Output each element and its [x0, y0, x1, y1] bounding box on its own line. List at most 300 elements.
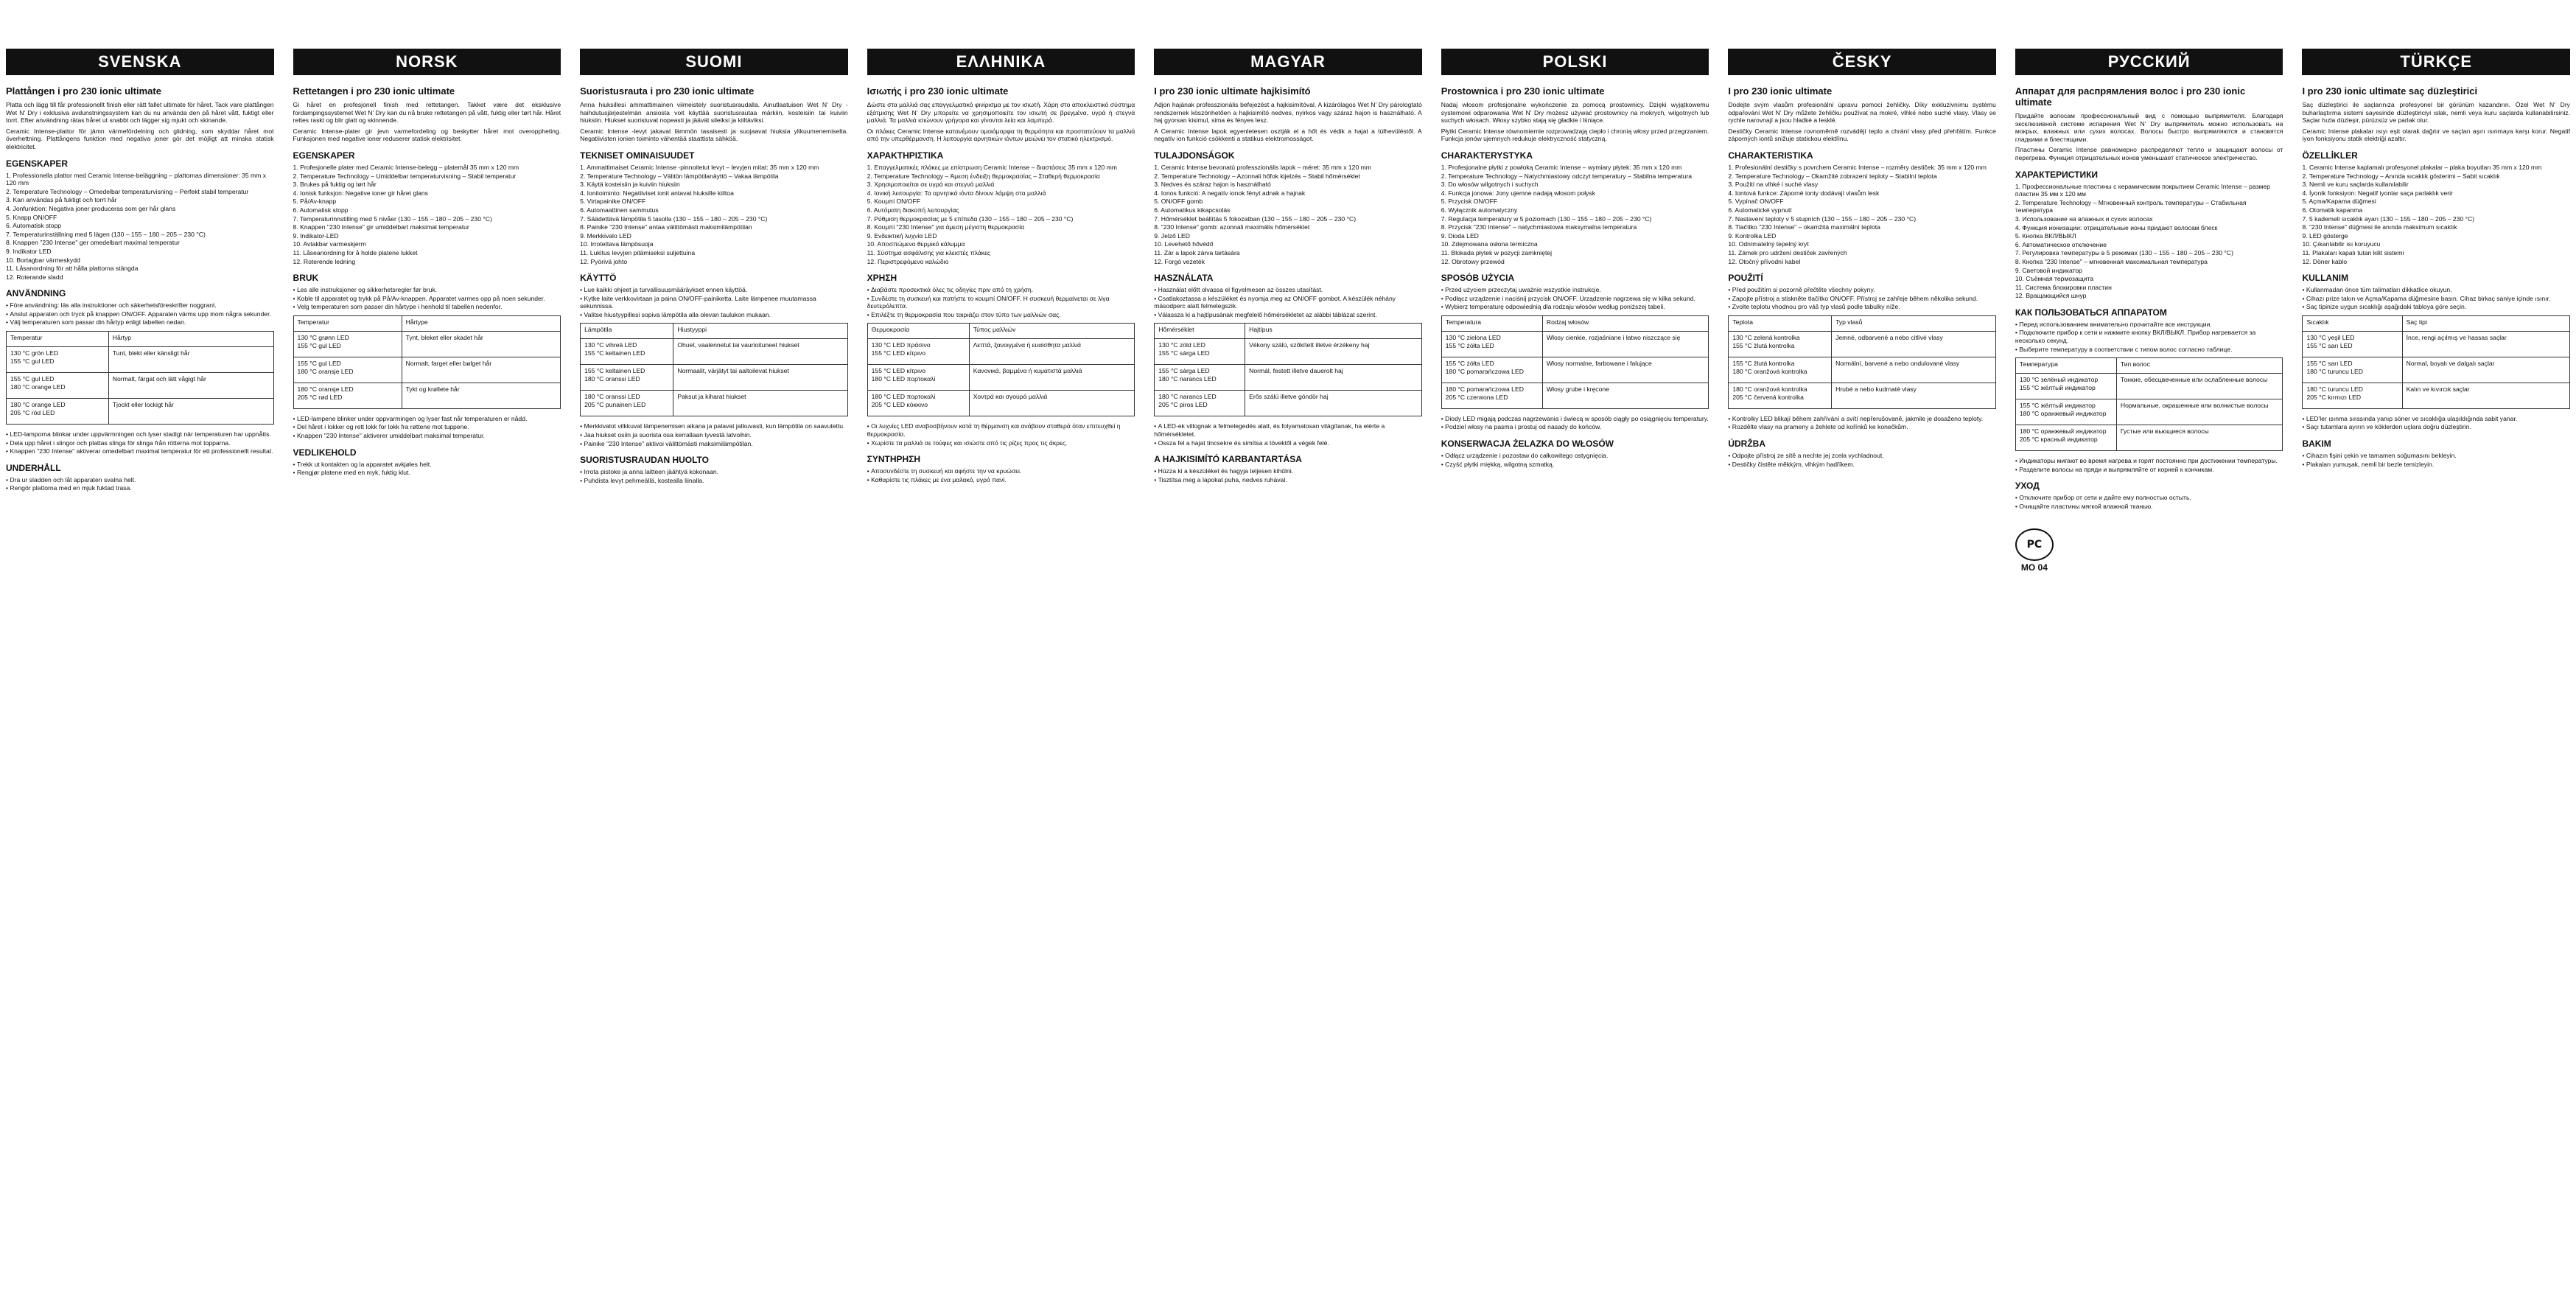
features-item: 9. Indikator LED — [6, 247, 52, 255]
table-cell: Paksut ja kiharat hiukset — [673, 391, 847, 416]
features-item: 12. Περιστρεφόμενο καλώδιο — [867, 257, 949, 265]
features-item: 7. Temperaturinställning med 5 lägen (130 – 155 – 180 – 205 – 230 °C) — [6, 230, 206, 238]
table-cell: 155 °C gul LED 180 °C oransje LED — [293, 357, 402, 383]
features-item: 12. Roterende ledning — [293, 257, 356, 265]
temperature-table — [1154, 323, 1422, 416]
features-item: 12. Roterande sladd — [6, 273, 63, 281]
table-row — [581, 391, 848, 416]
after-table-item: • Kontrolky LED blikají během zahřívání a svítí nepřerušovaně, jakmile je dosaženo teploty. — [1728, 415, 1996, 423]
features-item: 8. Painike "230 Intense" antaa välittömästi maksimilämpötilan — [580, 223, 752, 231]
usage-list — [867, 286, 1135, 318]
table-cell: Λεπτά, ξανοιγμένα ή ευαίσθητα μαλλιά — [969, 339, 1135, 365]
language-header: SVENSKA — [6, 49, 274, 75]
maintenance-item: • Tisztítsa meg a lapokat puha, nedves ruhával. — [1154, 476, 1422, 484]
usage-heading: ΧΡΗΣΗ — [867, 273, 897, 284]
features-item: 9. Dioda LED — [1441, 231, 1479, 240]
maintenance-item: • Puhdista levyt pehmeällä, kostealla liinalla. — [580, 477, 848, 485]
usage-item: • Επιλέξτε τη θερμοκρασία που ταιριάζει στον τύπο των μαλλιών σας. — [867, 311, 1135, 319]
table-row — [7, 347, 274, 373]
table-cell: Normál, festett illetve dauerolt haj — [1245, 365, 1422, 391]
table-row — [2303, 331, 2570, 357]
after-table-item: • Podziel włosy na pasma i prostuj od nasady do końców. — [1441, 423, 1709, 431]
table-cell: 130 °C grønn LED 155 °C gul LED — [293, 331, 402, 357]
table-header-row — [293, 315, 561, 331]
intro-item: Gi håret en profesjonell finish med rettetangen. Takket være det eksklusive fordampingssystemet Wet N' Dry kan du nå bruke rettetangen på vått, fuktig eller tørt hår. Håret rettes raskt og blir glatt og skinnende. — [293, 101, 561, 125]
features-heading: CHARAKTERISTIKA — [1728, 150, 1813, 161]
usage-heading: КАК ПОЛЬЗОВАТЬСЯ АППАРАТОМ — [2015, 307, 2167, 318]
maintenance-heading: SUORISTUSRAUDAN HUOLTO — [580, 455, 709, 466]
intro-item: Ceramic Intense -levyt jakavat lämmön tasaisesti ja suojaavat hiuksia ylikuumenemiselta. Negatiivisten ionien toiminto vähentää staattista sähköä. — [580, 127, 848, 143]
features-item: 1. Επαγγελματικές πλάκες με επίστρωση Ceramic Intense – διαστάσεις 35 mm x 120 mm — [867, 163, 1117, 171]
intro-item: Anna hiuksillesi ammattimainen viimeistely suoristusraudalla. Ainutlaatuisen Wet N' Dry -haihdutusjärjestelmän ansiosta voit käyttää suoristusrautaa märkiin, kosteisiin tai kuiviin hiuksiin. Hiukset suoristuvat nopeasti ja jäävät sileiksi ja kiiltäviksi. — [580, 101, 848, 125]
features-item: 7. 5 kademeli sıcaklık ayarı (130 – 155 – 180 – 205 – 230 °C) — [2302, 214, 2475, 223]
intro-block — [293, 101, 561, 143]
table-cell: Normální, barvené a nebo ondulované vlasy — [1832, 357, 1996, 383]
table-cell: 130 °C zielona LED 155 °C żółta LED — [1441, 331, 1542, 357]
maintenance-item: • Dra ur sladden och låt apparaten svalna helt. — [6, 476, 274, 484]
features-item: 4. Iontová funkce: Záporné ionty dodávají vlasům lesk — [1728, 189, 1880, 197]
features-item: 2. Temperature Technology – Мгновенный контроль температуры – Стабильная температура — [2015, 198, 2247, 214]
intro-block — [2015, 112, 2283, 162]
features-item: 7. Temperaturinnstilling med 5 nivåer (130 – 155 – 180 – 205 – 230 °C) — [293, 214, 492, 223]
features-item: 4. Ionos funkció: A negatív ionok fényt adnak a hajnak — [1154, 189, 1306, 197]
features-item: 4. Ιονική λειτουργία: Τα αρνητικά ιόντα δίνουν λάμψη στα μαλλιά — [867, 189, 1046, 197]
features-item: 5. Vypínač ON/OFF — [1728, 198, 1784, 206]
features-item: 7. Регулировка температуры в 5 режимах (130 – 155 – 180 – 205 – 230 °C) — [2015, 249, 2233, 257]
features-item: 5. Κουμπί ON/OFF — [867, 198, 920, 206]
certification-mark — [2015, 528, 2054, 573]
usage-list — [1154, 286, 1422, 318]
features-item: 10. Αποσπώμενο θερμικό κάλυμμα — [867, 240, 965, 248]
table-row — [1441, 357, 1709, 383]
usage-item: • Przed użyciem przeczytaj uważnie wszystkie instrukcje. — [1441, 286, 1709, 294]
temperature-table — [1728, 315, 1996, 409]
features-item: 1. Professionella plattor med Ceramic Intense-beläggning – plattornas dimensioner: 35 mm x 120 mm — [6, 171, 267, 187]
product-title: I pro 230 ionic ultimate saç düzleştirici — [2302, 85, 2478, 97]
table-row — [1155, 391, 1422, 416]
features-item: 8. Knappen "230 Intense" ger omedelbart maximal temperatur — [6, 239, 180, 247]
after-table-item: • Разделите волосы на пряди и выпрямляйте от корней к кончикам. — [2015, 466, 2283, 474]
features-item: 12. Döner kablo — [2302, 257, 2348, 265]
intro-item: Platta och lägg till får professionellt finish eller rätt fallet ultimate för håret. Tack vare plattången Wet N' Dry i exklusiva avdunstningssystem kan du nu använda den på håret vått, fuktigt eller torrt. Efter användning rätas håret ut snabbt och lägger sig mjukt och skinande. — [6, 101, 274, 125]
features-item: 2. Temperature Technology – Umiddelbar temperaturvisning – Stabil temperatur — [293, 172, 517, 180]
features-list — [580, 164, 848, 265]
features-item: 11. Lukitus levyjen pitämiseksi suljettuina — [580, 248, 696, 256]
table-header-cell: Hårtyp — [108, 332, 273, 347]
table-cell: Tynt, bleket eller skadet hår — [402, 331, 560, 357]
intro-item: Płytki Ceramic Intense równomiernie rozprowadzają ciepło i chronią włosy przed przegrzaniem. Funkcja jonów ujemnych redukuje elektryczność statyczną. — [1441, 127, 1709, 143]
features-item: 1. Ammattimaiset Ceramic Intense -pinnoitetut levyt – levyjen mitat: 35 mm x 120 mm — [580, 163, 819, 171]
table-cell: Włosy cienkie, rozjaśniane i łatwo niszczące się — [1542, 331, 1708, 357]
features-item: 11. Zámek pro udržení destiček zavřených — [1728, 248, 1847, 256]
features-item: 4. Ionisk funksjon: Negative ioner gir håret glans — [293, 189, 428, 197]
table-row — [293, 357, 561, 383]
table-cell: Tykt og krøllete hår — [402, 383, 560, 408]
features-list — [1441, 164, 1709, 265]
features-item: 11. Система блокировки пластин — [2015, 283, 2112, 291]
features-item: 6. Otomatik kapanma — [2302, 206, 2363, 214]
table-header-cell: Hårtype — [402, 315, 560, 331]
language-header: NORSK — [293, 49, 561, 75]
table-row — [1729, 383, 1996, 408]
language-column-svenska — [6, 0, 274, 1306]
usage-list — [293, 286, 561, 311]
features-item: 2. Temperature Technology – Anında sıcaklık gösterimi – Sabit sıcaklık — [2302, 172, 2500, 180]
language-column-česky — [1728, 0, 1996, 1306]
table-header-cell: Temperatur — [293, 315, 402, 331]
table-cell: 130 °C зелёный индикатор 155 °C жёлтый индикатор — [2015, 374, 2116, 399]
features-item: 11. Plakaları kapalı tutan kilit sistemi — [2302, 248, 2404, 256]
table-cell: Tjockt eller lockigt hår — [108, 399, 273, 425]
features-item: 12. Obrotowy przewód — [1441, 257, 1505, 265]
table-cell: 130 °C yeşil LED 155 °C sarı LED — [2303, 331, 2402, 357]
table-cell: Vékony szálú, szőkített illetve érzékeny haj — [1245, 339, 1422, 365]
features-item: 8. Κουμπί "230 Intense" για άμεση μέγιστη θερμοκρασία — [867, 223, 1025, 231]
usage-list — [2015, 321, 2283, 353]
after-table-list — [6, 430, 274, 455]
table-cell: 180 °C oransje LED 205 °C rød LED — [293, 383, 402, 408]
features-item: 3. Použití na vlhké i suché vlasy — [1728, 181, 1819, 189]
after-table-list — [2015, 457, 2283, 473]
features-item: 3. Χρησιμοποιείται σε υγρά και στεγνά μαλλιά — [867, 181, 995, 189]
product-title: Suoristusrauta i pro 230 ionic ultimate — [580, 85, 755, 97]
features-item: 1. Ceramic Intense bevonatú professzionális lapok – méret: 35 mm x 120 mm — [1154, 163, 1371, 171]
usage-item: • Před použitím si pozorně přečtěte všechny pokyny. — [1728, 286, 1996, 294]
features-item: 6. Automatisk stopp — [293, 206, 349, 214]
after-table-item: • Merkkivalot vilkkuvat lämpenemisen aikana ja palavat jatkuvasti, kun lämpötila on saavutettu. — [580, 422, 848, 430]
maintenance-heading: A HAJKISIMÍTÓ KARBANTARTÁSA — [1154, 454, 1302, 465]
table-cell: 180 °C orange LED 205 °C röd LED — [7, 399, 109, 425]
intro-item: Ceramic Intense plakalar ısıyı eşit olarak dağıtır ve saçları aşırı ısınmaya karşı korur. Negatif iyon fonksiyonu statik elektriği azaltır. — [2302, 127, 2570, 143]
after-table-list — [1728, 415, 1996, 431]
features-heading: CHARAKTERYSTYKA — [1441, 150, 1533, 161]
language-column-ελληνικα — [867, 0, 1135, 1306]
language-header: MAGYAR — [1154, 49, 1422, 75]
maintenance-item: • Húzza ki a készüléket és hagyja teljesen kihűlni. — [1154, 467, 1422, 475]
usage-item: • Csatlakoztassa a készüléket és nyomja meg az ON/OFF gombot. A készülék néhány másodperc alatt felmelegszik. — [1154, 295, 1422, 310]
features-item: 12. Pyörivä johto — [580, 257, 628, 265]
features-heading: EGENSKAPER — [293, 150, 355, 161]
features-item: 8. Knappen "230 Intense" gir umiddelbart maksimal temperatur — [293, 223, 469, 231]
features-item: 11. Zár a lapok zárva tartására — [1154, 248, 1240, 256]
maintenance-heading: VEDLIKEHOLD — [293, 447, 357, 458]
after-table-item: • Dela upp håret i slingor och plattas slinga för slinga från rötterna mot topparna. — [6, 439, 274, 447]
intro-block — [867, 101, 1135, 143]
usage-item: • Выберите температуру в соответствии с типом волос согласно таблице. — [2015, 346, 2283, 354]
usage-item: • Anslut apparaten och tryck på knappen ON/OFF. Apparaten värms upp inom några sekunder. — [6, 310, 274, 318]
table-cell: Hrubé a nebo kudrnaté vlasy — [1832, 383, 1996, 408]
features-item: 7. Nastavení teploty v 5 stupních (130 – 155 – 180 – 205 – 230 °C) — [1728, 214, 1917, 223]
features-item: 8. Tlačítko "230 Intense" – okamžitá maximální teplota — [1728, 223, 1880, 231]
table-header-cell: Typ vlasů — [1832, 315, 1996, 331]
table-cell: Włosy normalne, farbowane i falujące — [1542, 357, 1708, 383]
features-item: 4. Funkcja jonowa: Jony ujemne nadają włosom połysk — [1441, 189, 1595, 197]
features-item: 10. Irrotettava lämpösuoja — [580, 240, 654, 248]
features-item: 6. Automatisk stopp — [6, 222, 61, 230]
usage-list — [580, 286, 848, 318]
after-table-item: • Jaa hiukset osiin ja suorista osa kerrallaan tyvestä latvoihin. — [580, 431, 848, 439]
features-list — [1154, 164, 1422, 265]
features-heading: TEKNISET OMINAISUUDET — [580, 150, 695, 161]
temperature-table — [867, 323, 1135, 416]
maintenance-heading: BAKIM — [2302, 439, 2331, 450]
features-heading: TULAJDONSÁGOK — [1154, 150, 1235, 161]
usage-item: • Használat előtt olvassa el figyelmesen az összes utasítást. — [1154, 286, 1422, 294]
features-item: 5. Кнопка ВКЛ/ВЫКЛ — [2015, 232, 2076, 240]
maintenance-heading: ΣΥΝΤΗΡΗΣΗ — [867, 454, 921, 465]
table-row — [1441, 383, 1709, 408]
table-cell: 180 °C oranssi LED 205 °C punainen LED — [581, 391, 673, 416]
maintenance-item: • Καθαρίστε τις πλάκες με ένα μαλακό, υγρό πανί. — [867, 476, 1135, 484]
table-header-cell: Temperatura — [1441, 315, 1542, 331]
features-item: 3. Nedves és száraz hajon is használható — [1154, 181, 1271, 189]
usage-item: • Kytke laite verkkovirtaan ja paina ON/OFF-painiketta. Laite lämpenee muutamassa sekunnissa. — [580, 295, 848, 310]
features-item: 8. Кнопка "230 Intense" – мгновенная максимальная температура — [2015, 257, 2208, 265]
table-header-cell: Θερμοκρασία — [867, 324, 969, 339]
after-table-list — [867, 422, 1135, 447]
features-item: 8. "230 Intense" düğmesi ile anında maksimum sıcaklık — [2302, 223, 2457, 231]
maintenance-item: • Plakaları yumuşak, nemli bir bezle temizleyin. — [2302, 461, 2570, 469]
table-header-row — [7, 332, 274, 347]
after-table-item: • Knappen "230 Intense" aktiverar omedelbart maximal temperatur för ett professionellt resultat. — [6, 447, 274, 455]
table-cell: 130 °C zöld LED 155 °C sárga LED — [1155, 339, 1245, 365]
table-row — [581, 365, 848, 391]
features-heading: ÖZELLİKLER — [2302, 150, 2358, 161]
table-header-cell: Rodzaj włosów — [1542, 315, 1708, 331]
table-cell: 180 °C narancs LED 205 °C piros LED — [1155, 391, 1245, 416]
features-item: 5. Virtapainike ON/OFF — [580, 198, 646, 206]
maintenance-item: • Cihazın fişini çekin ve tamamen soğumasını bekleyin. — [2302, 452, 2570, 460]
after-table-item: • Del håret i lokker og rett lokk for lokk fra røttene mot tuppene. — [293, 423, 561, 431]
intro-item: Пластины Ceramic Intense равномерно распределяют тепло и защищают волосы от перегрева. Функция отрицательных ионов уменьшает статическое электричество. — [2015, 146, 2283, 161]
table-row — [1729, 331, 1996, 357]
table-header-cell: Lämpötila — [581, 324, 673, 339]
table-row — [867, 339, 1135, 365]
features-item: 10. Çıkarılabilir ısı koruyucu — [2302, 240, 2381, 248]
features-item: 11. Låsanordning för att hålla plattorna stängda — [6, 265, 139, 273]
usage-heading: BRUK — [293, 273, 319, 284]
maintenance-list — [867, 467, 1135, 483]
features-item: 10. Avtakbar varmeskjerm — [293, 240, 366, 248]
intro-block — [1728, 101, 1996, 143]
table-cell: 180 °C LED πορτοκαλί 205 °C LED κόκκινο — [867, 391, 969, 416]
features-item: 8. "230 Intense" gomb: azonnali maximális hőmérséklet — [1154, 223, 1310, 231]
intro-item: Adjon hajának professzionális befejezést a hajkisimítóval. A kizárólagos Wet N' Dry párologtató rendszernek köszönhetően a hajkisimító nedves, nyirkos vagy száraz hajon is használható. A haj gyorsan kisimul, sima és fényes lesz. — [1154, 101, 1422, 125]
features-item: 8. Przycisk "230 Intense" – natychmiastowa maksymalna temperatura — [1441, 223, 1637, 231]
table-header-cell: Saç tipi — [2402, 315, 2569, 331]
table-cell: İnce, rengi açılmış ve hassas saçlar — [2402, 331, 2569, 357]
maintenance-list — [580, 468, 848, 484]
features-item: 10. Bortagbar värmeskydd — [6, 256, 80, 264]
table-cell: Tunt, blekt eller känsligt hår — [108, 347, 273, 373]
usage-item: • Zapojte přístroj a stiskněte tlačítko ON/OFF. Přístroj se zahřeje během několika sekund. — [1728, 295, 1996, 303]
features-list — [2302, 164, 2570, 265]
language-column-norsk — [293, 0, 561, 1306]
intro-item: A Ceramic Intense lapok egyenletesen osztják el a hőt és védik a hajat a túlhevüléstől. A negatív ion funkció csökkenti a statikus elektromosságot. — [1154, 127, 1422, 143]
features-item: 6. Автоматическое отключение — [2015, 240, 2107, 248]
features-item: 7. Ρύθμιση θερμοκρασίας με 5 επίπεδα (130 – 155 – 180 – 205 – 230 °C) — [867, 214, 1074, 223]
table-cell: Normalt, farget eller bølget hår — [402, 357, 560, 383]
table-cell: Normaalit, värjätyt tai aaltoilevat hiukset — [673, 365, 847, 391]
maintenance-item: • Czyść płytki miękką, wilgotną szmatką. — [1441, 461, 1709, 469]
table-cell: 130 °C zelená kontrolka 155 °C žlutá kontrolka — [1729, 331, 1832, 357]
features-item: 5. Açma/Kapama düğmesi — [2302, 198, 2376, 206]
table-header-cell: Hőmérséklet — [1155, 324, 1245, 339]
intro-block — [1441, 101, 1709, 143]
features-item: 10. Odnímatelný tepelný kryt — [1728, 240, 1809, 248]
usage-item: • Välj temperaturen som passar din hårtyp enligt tabellen nedan. — [6, 318, 274, 326]
table-row — [867, 365, 1135, 391]
table-cell: 155 °C keltainen LED 180 °C oranssi LED — [581, 365, 673, 391]
usage-heading: HASZNÁLATA — [1154, 273, 1214, 284]
usage-list — [1728, 286, 1996, 311]
after-table-item: • LED'ler ısınma sırasında yanıp söner ve sıcaklığa ulaşıldığında sabit yanar. — [2302, 415, 2570, 423]
product-title: Rettetangen i pro 230 ionic ultimate — [293, 85, 455, 97]
features-list — [6, 172, 274, 282]
features-heading: EGENSKAPER — [6, 158, 69, 169]
product-title: I pro 230 ionic ultimate hajkisimító — [1154, 85, 1311, 97]
table-cell: 155 °C žlutá kontrolka 180 °C oranžová kontrolka — [1729, 357, 1832, 383]
maintenance-heading: ÚDRŽBA — [1728, 439, 1765, 450]
features-item: 1. Profesjonelle plater med Ceramic Intense-belegg – platemål 35 mm x 120 mm — [293, 163, 519, 171]
language-column-suomi — [580, 0, 848, 1306]
usage-item: • Före användning: läs alla instruktioner och säkerhetsföreskrifter noggrant. — [6, 301, 274, 310]
after-table-item: • Painike "230 Intense" aktivoi välittömästi maksimilämpötilan. — [580, 440, 848, 448]
maintenance-list — [1728, 452, 1996, 468]
features-item: 12. Otočný přívodní kabel — [1728, 257, 1801, 265]
features-item: 7. Säädettävä lämpötila 5 tasolla (130 – 155 – 180 – 205 – 230 °C) — [580, 214, 768, 223]
usage-list — [6, 301, 274, 326]
features-item: 5. Przycisk ON/OFF — [1441, 198, 1498, 206]
table-cell: 155 °C sarı LED 180 °C turuncu LED — [2303, 357, 2402, 383]
features-item: 4. İyonik fonksiyon: Negatif iyonlar saça parlaklık verir — [2302, 189, 2453, 197]
table-header-cell: Температура — [2015, 358, 2116, 374]
table-header-row — [2015, 358, 2283, 374]
after-table-item: • Knappen "230 Intense" aktiverer umiddelbart maksimal temperatur. — [293, 432, 561, 440]
usage-heading: KÄYTTÖ — [580, 273, 617, 284]
after-table-list — [1441, 415, 1709, 431]
temperature-table — [2302, 315, 2570, 409]
table-cell: Włosy grube i kręcone — [1542, 383, 1708, 408]
table-row — [7, 399, 274, 425]
after-table-list — [293, 415, 561, 440]
usage-item: • Saç tipinize uygun sıcaklığı aşağıdaki tabloya göre seçin. — [2302, 303, 2570, 311]
maintenance-item: • Отключите прибор от сети и дайте ему полностью остыть. — [2015, 494, 2283, 502]
after-table-item: • Rozdělte vlasy na prameny a žehlete od kořínků ke konečkům. — [1728, 423, 1996, 431]
after-table-item: • Индикаторы мигают во время нагрева и горят постоянно при достижении температуры. — [2015, 457, 2283, 465]
language-header: SUOMI — [580, 49, 848, 75]
features-item: 9. Световой индикатор — [2015, 266, 2082, 274]
table-row — [2015, 374, 2283, 399]
language-header: POLSKI — [1441, 49, 1709, 75]
features-list — [867, 164, 1135, 265]
features-list — [2015, 183, 2283, 300]
usage-heading: POUŽITÍ — [1728, 273, 1763, 284]
features-item: 3. Do włosów wilgotnych i suchych — [1441, 181, 1539, 189]
after-table-item: • Χωρίστε τα μαλλιά σε τούφες και ισιώστε από τις ρίζες προς τις άκρες. — [867, 439, 1135, 447]
usage-item: • Перед использованием внимательно прочитайте все инструкции. — [2015, 321, 2283, 329]
intro-item: Destičky Ceramic Intense rovnoměrně rozvádějí teplo a chrání vlasy před přehřátím. Funkce záporných iontů snižuje statickou elektřinu. — [1728, 127, 1996, 143]
table-header-cell: Temperatur — [7, 332, 109, 347]
maintenance-list — [2302, 452, 2570, 468]
features-item: 6. Wyłącznik automatyczny — [1441, 206, 1518, 214]
maintenance-list — [2015, 494, 2283, 510]
table-row — [867, 391, 1135, 416]
language-header: РУССКИЙ — [2015, 49, 2283, 75]
table-header-cell: Sıcaklık — [2303, 315, 2402, 331]
features-list — [293, 164, 561, 265]
table-header-row — [1155, 324, 1422, 339]
table-row — [2303, 357, 2570, 383]
table-cell: 155 °C żółta LED 180 °C pomarańczowa LED — [1441, 357, 1542, 383]
table-cell: Тонкие, обесцвеченные или ослабленные волосы — [2116, 374, 2283, 399]
table-cell: Χοντρά και σγουρά μαλλιά — [969, 391, 1135, 416]
table-cell: Normalt, färgat och lätt vågigt hår — [108, 373, 273, 399]
maintenance-item: • Destičky čistěte měkkým, vlhkým hadříkem. — [1728, 461, 1996, 469]
features-item: 4. Jonfunktion: Negativa joner produceras som ger hår glans — [6, 204, 176, 212]
usage-item: • Συνδέστε τη συσκευή και πατήστε το κουμπί ON/OFF. Η συσκευή θερμαίνεται σε λίγα δευτερόλεπτα. — [867, 295, 1135, 310]
features-item: 3. Kan användas på fuktigt och torrt hår — [6, 196, 117, 204]
features-item: 9. Merkkivalo LED — [580, 231, 631, 240]
usage-item: • Valitse hiustyypillesi sopiva lämpötila alla olevan taulukon mukaan. — [580, 311, 848, 319]
usage-item: • Wybierz temperaturę odpowiednią dla rodzaju włosów według poniższej tabeli. — [1441, 303, 1709, 311]
usage-item: • Διαβάστε προσεκτικά όλες τις οδηγίες πριν από τη χρήση. — [867, 286, 1135, 294]
features-item: 7. Regulacja temperatury w 5 poziomach (130 – 155 – 180 – 205 – 230 °C) — [1441, 214, 1652, 223]
maintenance-list — [1441, 452, 1709, 468]
intro-block — [1154, 101, 1422, 143]
table-row — [2015, 425, 2283, 451]
maintenance-item: • Rengjør platene med en myk, fuktig klut. — [293, 469, 561, 477]
temperature-table — [6, 331, 274, 425]
features-item: 11. Låseanordning for å holde platene lukket — [293, 248, 418, 256]
table-row — [581, 339, 848, 365]
maintenance-list — [293, 461, 561, 477]
product-title: Prostownica i pro 230 ionic ultimate — [1441, 85, 1605, 97]
table-header-cell: Teplota — [1729, 315, 1832, 331]
after-table-item: • Saçı tutamlara ayırın ve köklerden uçlara doğru düzleştirin. — [2302, 423, 2570, 431]
usage-item: • Les alle instruksjoner og sikkerhetsregler før bruk. — [293, 286, 561, 294]
table-header-row — [1441, 315, 1709, 331]
usage-item: • Zvolte teplotu vhodnou pro váš typ vlasů podle tabulky níže. — [1728, 303, 1996, 311]
table-row — [7, 373, 274, 399]
table-row — [1155, 339, 1422, 365]
features-item: 3. Brukes på fuktig og tørt hår — [293, 181, 377, 189]
usage-item: • Podłącz urządzenie i naciśnij przycisk ON/OFF. Urządzenie nagrzewa się w kilka sekund. — [1441, 295, 1709, 303]
features-item: 1. Профессиональные пластины с керамическим покрытием Ceramic Intense – размер пластин 35 мм x 120 мм — [2015, 182, 2271, 198]
after-table-list — [1154, 422, 1422, 447]
features-item: 1. Profesionální destičky s povrchem Ceramic Intense – rozměry destiček: 35 mm x 120 mm — [1728, 163, 1987, 171]
features-item: 9. Kontrolka LED — [1728, 231, 1777, 240]
features-item: 5. Knapp ON/OFF — [6, 213, 57, 221]
temperature-table — [2015, 357, 2283, 451]
intro-block — [6, 101, 274, 151]
features-item: 1. Ceramic Intense kaplamalı profesyonel plakalar – plaka boyutları 35 mm x 120 mm — [2302, 163, 2542, 171]
features-item: 10. Съёмная термозащита — [2015, 275, 2094, 283]
features-item: 11. Blokada płytek w pozycji zamkniętej — [1441, 248, 1553, 256]
maintenance-heading: KONSERWACJA ŻELAZKA DO WŁOSÓW — [1441, 439, 1614, 450]
table-row — [1441, 331, 1709, 357]
features-item: 5. På/Av-knapp — [293, 198, 337, 206]
after-table-item: • LED-lampene blinker under oppvarmingen og lyser fast når temperaturen er nådd. — [293, 415, 561, 423]
intro-item: Ceramic Intense-plater gir jevn varmefordeling og beskytter håret mot overoppheting. Funksjonen med negative ioner reduserer statisk elektrisitet. — [293, 127, 561, 143]
language-header: TÜRKÇE — [2302, 49, 2570, 75]
table-header-cell: Τύπος μαλλιών — [969, 324, 1135, 339]
maintenance-item: • Trekk ut kontakten og la apparatet avkjøles helt. — [293, 461, 561, 469]
language-header: ČESKY — [1728, 49, 1996, 75]
features-item: 2. Temperature Technology – Azonnali hőfok kijelzés – Stabil hőmérséklet — [1154, 172, 1360, 180]
features-item: 10. Zdejmowana osłona termiczna — [1441, 240, 1538, 248]
features-item: 11. Σύστημα ασφάλισης για κλειστές πλάκες — [867, 248, 991, 256]
